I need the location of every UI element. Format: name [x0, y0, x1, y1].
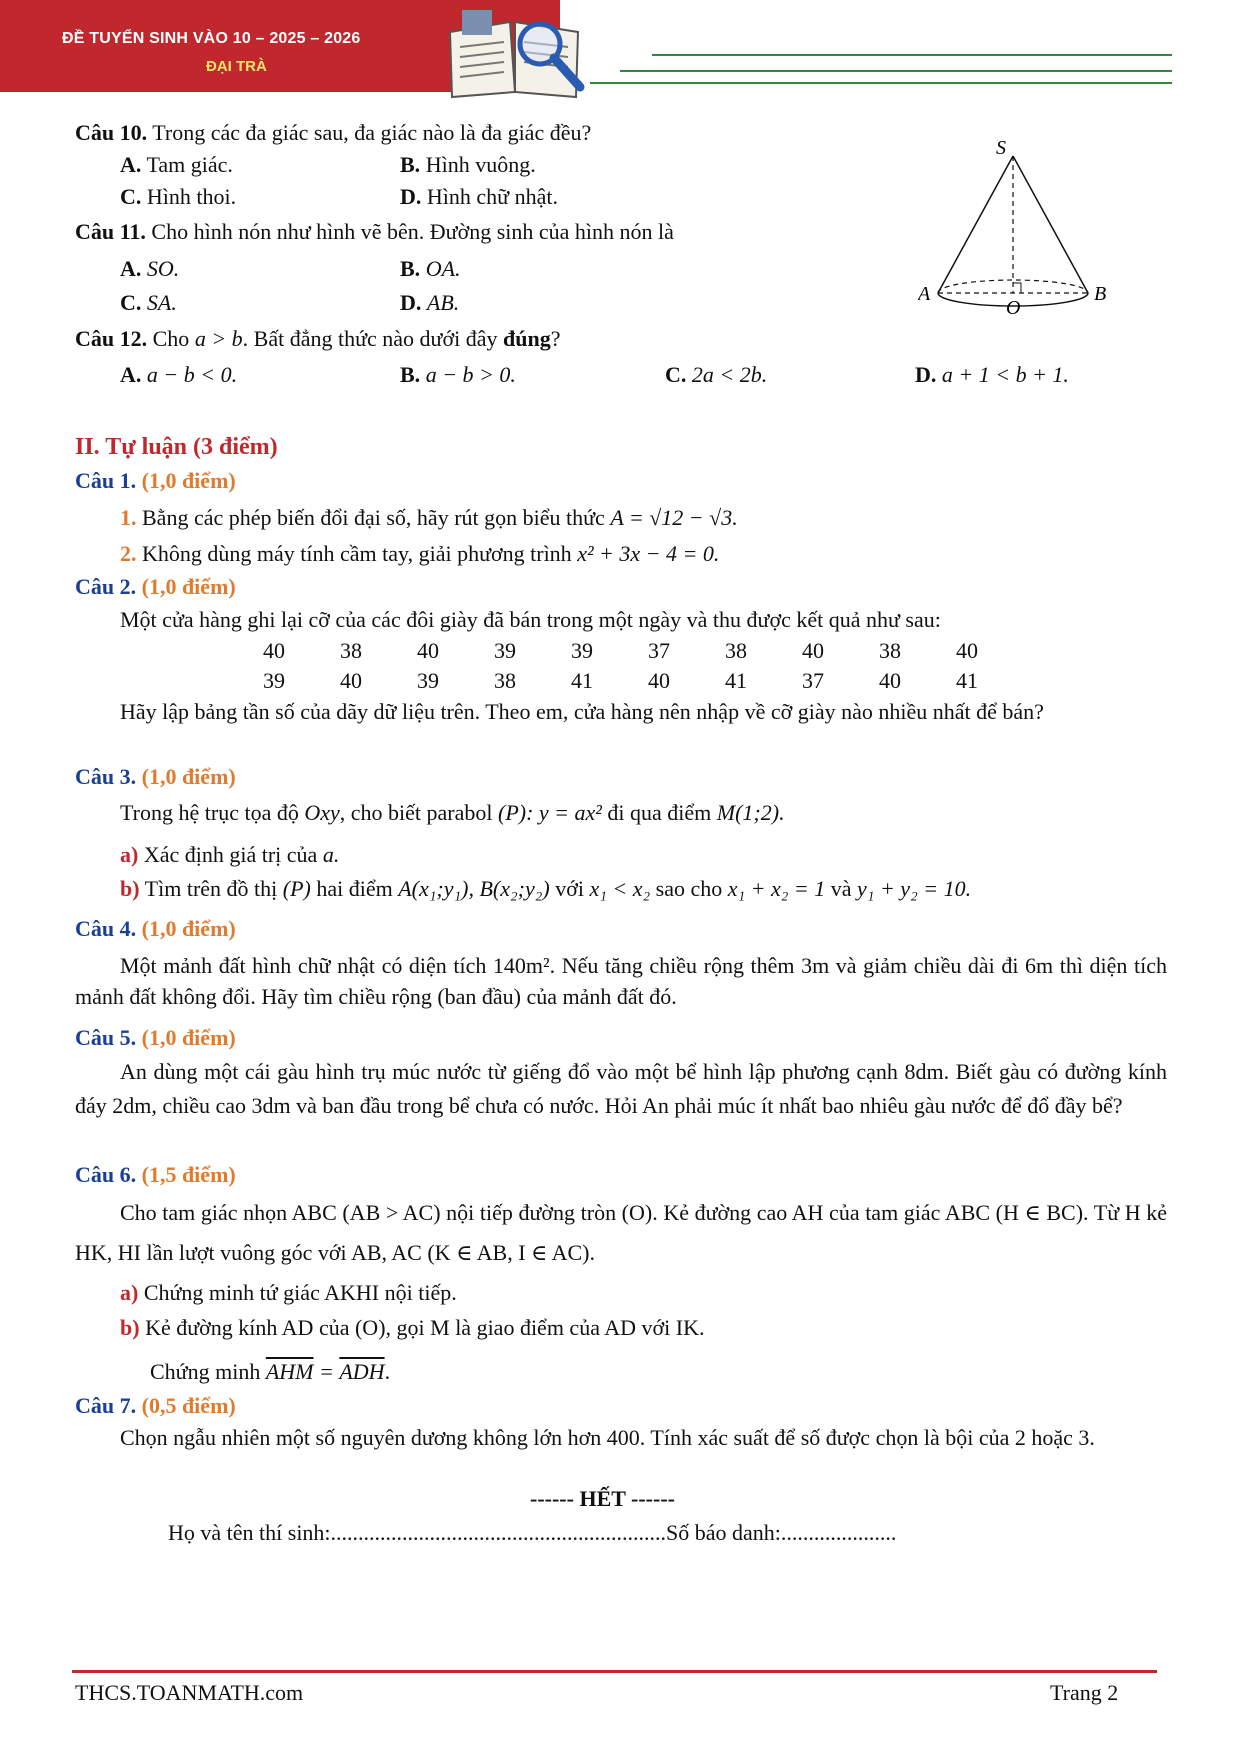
data-cell: 39 — [263, 668, 285, 693]
question-12: Câu 12. Cho a > b. Bất đẳng thức nào dưới đây đúng? — [75, 326, 561, 351]
data-cell: 41 — [571, 668, 593, 693]
data-cell: 40 — [340, 668, 362, 693]
book-magnifier-icon — [440, 2, 590, 102]
data-cell: 39 — [417, 668, 439, 693]
option-12a: A. a − b < 0. — [120, 362, 238, 387]
end-marker: ------ HẾT ------ — [530, 1486, 675, 1511]
angle-adh: $\overline{ADH}$ — [339, 1359, 385, 1384]
label-s: S — [996, 140, 1006, 159]
data-cell: 38 — [494, 668, 516, 693]
option-12c: C. 2a < 2b. — [665, 362, 768, 387]
option-11d: D. AB. — [400, 290, 460, 315]
essay-question-5: Câu 5. (1,0 điểm) — [75, 1025, 236, 1050]
data-cell: 38 — [879, 638, 901, 663]
header-line-bottom — [590, 82, 1172, 84]
option-10d: D. Hình chữ nhật. — [400, 184, 558, 209]
essay-6a: a) Chứng minh tứ giác AKHI nội tiếp. — [120, 1280, 457, 1305]
data-cell: 40 — [956, 638, 978, 663]
right-angle-mark — [1013, 283, 1021, 293]
data-cell: 39 — [571, 638, 593, 663]
option-10b: B. Hình vuông. — [400, 152, 536, 177]
essay-3a: a) Xác định giá trị của a. — [120, 842, 340, 867]
data-cell: 38 — [725, 638, 747, 663]
question-label: Câu 10. — [75, 120, 148, 145]
candidate-info: Họ và tên thí sinh:.............................................................Số báo danh:..................... — [168, 1520, 897, 1545]
essay-question-4: Câu 4. (1,0 điểm) — [75, 916, 236, 941]
footer-page: Trang 2 — [1050, 1680, 1119, 1705]
header-title: ĐỀ TUYỂN SINH VÀO 10 – 2025 – 2026 — [62, 30, 361, 47]
essay-question-6: Câu 6. (1,5 điểm) — [75, 1162, 236, 1187]
header-subtitle: ĐẠI TRÀ — [206, 58, 267, 75]
label-o: O — [1006, 297, 1021, 319]
essay-question-2: Câu 2. (1,0 điểm) — [75, 574, 236, 599]
option-11a: A. SO. — [120, 256, 180, 281]
essay-3-intro: Trong hệ trục tọa độ Oxy, cho biết parabol (P): y = ax² đi qua điểm M(1;2). — [120, 800, 785, 825]
essay-1-item-1: 1. Bằng các phép biến đổi đại số, hãy rút gọn biểu thức A = √12 − √3. — [120, 505, 738, 530]
data-cell: 40 — [648, 668, 670, 693]
essay-5-text: An dùng một cái gàu hình trụ múc nước từ giếng đổ vào một bể hình lập phương cạnh 8dm. Biết gàu có đường kính đáy 2dm, chiều cao 3dm và ban đầu trong bể chưa có nước. Hỏi An phải múc ít nhất bao nhiêu gàu nước để đổ đầy bể? — [75, 1059, 1167, 1118]
data-cell: 39 — [494, 638, 516, 663]
data-cell: 38 — [340, 638, 362, 663]
header-line-top — [652, 54, 1172, 56]
cone-generatrix-left — [938, 156, 1013, 293]
essay-question-3: Câu 3. (1,0 điểm) — [75, 764, 236, 789]
angle-ahm: $\overline{AHM}$ — [265, 1359, 314, 1384]
essay-7-text: Chọn ngẫu nhiên một số nguyên dương không lớn hơn 400. Tính xác suất để số được chọn là bội của 2 hoặc 3. — [120, 1425, 1095, 1450]
question-text: Trong các đa giác sau, đa giác nào là đa giác đều? — [152, 120, 592, 145]
data-cell: 40 — [263, 638, 285, 663]
option-10a: A. Tam giác. — [120, 152, 233, 177]
label-b: B — [1094, 283, 1107, 305]
option-10c: C. Hình thoi. — [120, 184, 237, 209]
question-11: Câu 11. Cho hình nón như hình vẽ bên. Đường sinh của hình nón là — [75, 219, 674, 244]
option-12b: B. a − b > 0. — [400, 362, 516, 387]
footer-line — [72, 1670, 1157, 1673]
essay-6b-prove: Chứng minh $\overline{AHM} = \overline{ADH}$. — [150, 1359, 391, 1384]
essay-6b: b) Kẻ đường kính AD của (O), gọi M là giao điểm của AD với IK. — [120, 1315, 705, 1340]
essay-2-question: Hãy lập bảng tần số của dãy dữ liệu trên. Theo em, cửa hàng nên nhập về cỡ giày nào nhiều nhất để bán? — [120, 699, 1044, 724]
essay-4-text: Một mảnh đất hình chữ nhật có diện tích 140m². Nếu tăng chiều rộng thêm 3m và giảm chiều dài đi 6m thì diện tích mảnh đất không đổi. Hãy tìm chiều rộng (ban đầu) của mảnh đất đó. — [75, 953, 1167, 1009]
option-11c: C. SA. — [120, 290, 177, 315]
data-cell: 40 — [879, 668, 901, 693]
header-line-mid — [620, 70, 1172, 72]
data-cell: 40 — [417, 638, 439, 663]
data-cell: 37 — [648, 638, 670, 663]
data-cell: 41 — [956, 668, 978, 693]
cone-generatrix-right — [1013, 156, 1088, 293]
section-heading: II. Tự luận (3 điểm) — [75, 434, 278, 460]
essay-6-text: Cho tam giác nhọn ABC (AB > AC) nội tiếp đường tròn (O). Kẻ đường cao AH của tam giác ABC (H ∈ BC). Từ H kẻ HK, HI lần lượt vuông góc với AB, AC (K ∈ AB, I ∈ AC). — [75, 1200, 1167, 1265]
data-cell: 40 — [802, 638, 824, 663]
question-10 — [75, 120, 591, 146]
label-a: A — [918, 283, 931, 305]
cone-figure — [918, 140, 1118, 320]
footer-site: THCS.TOANMATH.com — [75, 1680, 304, 1705]
option-12d: D. a + 1 < b + 1. — [915, 362, 1069, 387]
essay-question-1: Câu 1. (1,0 điểm) — [75, 468, 236, 493]
data-cell: 37 — [802, 668, 824, 693]
option-11b: B. OA. — [400, 256, 461, 281]
essay-question-7: Câu 7. (0,5 điểm) — [75, 1393, 236, 1418]
data-cell: 41 — [725, 668, 747, 693]
essay-1-item-2: 2. Không dùng máy tính cầm tay, giải phương trình x² + 3x − 4 = 0. — [120, 541, 720, 566]
essay-2-intro: Một cửa hàng ghi lại cỡ của các đôi giày đã bán trong một ngày và thu được kết quả như sau: — [120, 607, 941, 632]
essay-3b: b) Tìm trên đồ thị (P) hai điểm A(x₁;y₁), B(x₂;y₂) với x₁ < x₂ sao cho x₁ + x₂ = 1 và y₁ + y₂ = 10. — [120, 876, 972, 901]
